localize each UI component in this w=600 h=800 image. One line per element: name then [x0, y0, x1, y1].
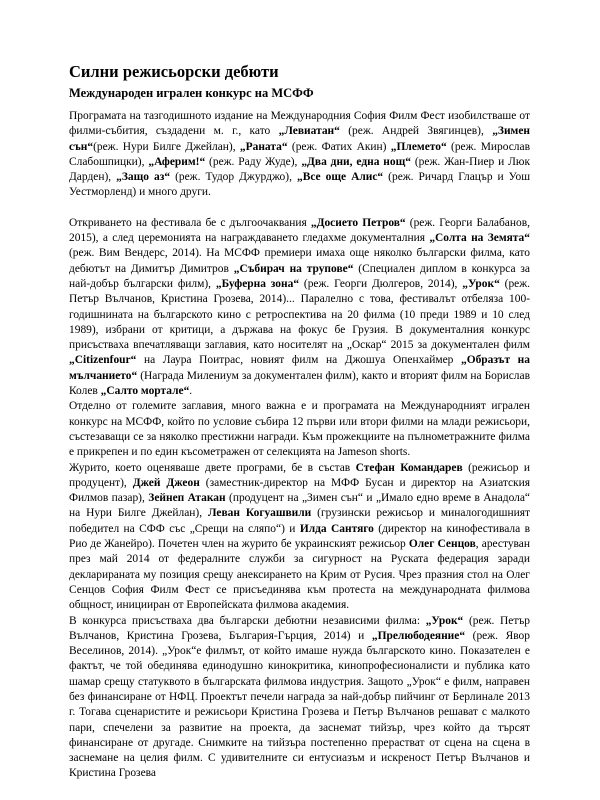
bold-text-run: „Досието Петров“ — [310, 216, 406, 229]
text-run: (реж. Мирослав Слабошпицки), — [69, 140, 530, 168]
text-run: (реж. Петър Вълчанов, Кристина Грозева, България-Гърция, 2014) и — [69, 614, 530, 642]
text-run: Програмата на тазгодишното издание на Международния София Филм Фест изобилстваше от филми-събития, създадени м. г., като — [69, 110, 530, 138]
text-run: . — [189, 385, 193, 398]
bold-text-run: „Солта на Земята“ — [429, 232, 530, 245]
text-run: (реж. Фатих Акин) — [287, 140, 391, 153]
text-run: (реж. Жан-Пиер и Люк Дарден), — [69, 155, 531, 184]
bold-text-run: „Два дни, една нощ“ — [301, 155, 411, 168]
bold-text-run: „Зимен сън“ — [69, 125, 531, 153]
text-run: (реж. Андрей Звягинцев), — [339, 125, 493, 138]
text-run: , арестуван през май 2014 от федералните служби за сигурност на Руската федерация заради декларираната му позиция срещу анексирането на Крим от Русия. Чрез празния стол на Олег Сенцов София Филм Фест се присъединява към протеста на международната филмова общност, иницииран от Европейската филмова академия. — [69, 538, 530, 612]
bold-text-run: „Образът на мълчанието“ — [69, 354, 530, 382]
bold-text-run: Илда Сантяго — [299, 522, 374, 535]
text-run: (продуцент на „Зимен сън“ и „Имало едно време в Анадола“ на Нури Билге Джейлан), — [69, 492, 531, 520]
text-run: (реж. Петър Вълчанов, Кристина Грозева, 2014)... Паралелно с това, фестивалът отбеляза 100-годишнината на българското кино с ретроспектива на 20 филма (10 преди 1989 и 10 след 1989), избрани от критици, а държава на фокус бе Грузия. В документалния конкурс присъстваха впечатляващи заглавия, като носителят на „Оскар“ 2015 за документален филм — [69, 277, 531, 352]
text-run: (реж. Тудор Джурджо), — [170, 171, 297, 184]
bold-text-run: „Левиатан“ — [278, 125, 340, 138]
bold-text-run: „Citizenfour“ — [69, 354, 137, 367]
bold-text-run: Стефан Командарев — [355, 461, 463, 474]
text-run: (реж. Георги Дюлгеров, 2014), — [299, 277, 463, 290]
text-run: (Специален диплом в конкурса за най-добър български филм), — [69, 262, 530, 290]
bold-text-run: Леван Когуашвили — [207, 507, 312, 520]
paragraph-bulgarian-debuts — [69, 614, 530, 782]
text-run: (реж. Вим Вендерс, 2014). На МСФФ премиери имаха още няколко български филма, като дебютът на Димитър Димитров — [69, 247, 530, 275]
text-run: (реж. Георги Балабанов, 2015), а след церемонията на награждаването гледахме документалния — [69, 216, 530, 245]
bold-text-run: Олег Сенцов — [408, 538, 476, 551]
article-title: Силни режисьорски дебюти — [69, 62, 279, 81]
article-subtitle: Международен игрален конкурс на МСФФ — [69, 86, 314, 100]
text-run: Откриването на фестивала бе с дългоочаквания — [69, 216, 311, 229]
text-run: (реж. Явор Веселинов, 2014). „Урок“е филмът, от който имаше нужда българското кино. Показателен е фактът, че той обединява единодушно кинокритика, кинопрофесионалисти и публика като шамар срещу статуквото в българската филмова индустрия. Защото „Урок“ е филм, направен без финансиране от НФЦ. Проектът печели награда за най-добър пийчинг от Берлинале 2013 г. Тогава сценаристите и режисьори Кристина Грозева и Петър Вълчанов решават с малкото пари, спечелени за развитие на проекта, да заснемат тийзър, чрез който да търсят финансиране от другаде. Снимките на тийзъра постепенно прерастват от сцена на сцена в заснемане на целия филм. С удивителните си ентусиазъм и искреност Петър Вълчанов и Кристина Грозева — [69, 629, 530, 780]
bold-text-run: „Все още Алис“ — [296, 171, 384, 184]
text-run: (реж. Ричард Глацър и Уош Уестморленд) и много други. — [69, 171, 531, 199]
text-run: Журито, което оценяваше двете програми, бе в състав — [69, 461, 356, 474]
bold-text-run: „Събирач на трупове“ — [233, 262, 354, 275]
bold-text-run: „Урок“ — [462, 277, 500, 290]
text-run: (заместник-директор на МФФ Бусан и директор на Азиатския Филмов пазар), — [69, 476, 530, 505]
bold-text-run: „Раната“ — [239, 140, 288, 153]
text-run: (грузински режисьор и миналогодишният победител на СФФ със „Срещи на сляпо“) и — [69, 507, 530, 535]
text-run: (реж. Нури Билге Джейлан), — [93, 140, 240, 153]
bold-text-run: „Защо аз“ — [116, 171, 171, 184]
bold-text-run: „Аферим!“ — [148, 155, 206, 168]
paragraph-intro — [69, 109, 530, 201]
bold-text-run: „Прелюбодеяние“ — [371, 629, 466, 642]
paragraph-competition — [69, 399, 530, 460]
text-run: (Награда Милениум за документален филм), както и вторият филм на Борислав Колев — [69, 369, 530, 398]
bold-text-run: „Племето“ — [390, 140, 447, 153]
bold-text-run: Зейнеп Атакан — [148, 492, 226, 505]
paragraph-opening — [69, 216, 530, 400]
bold-text-run: „Салто мортале“ — [100, 385, 190, 398]
text-run: (режисьор и продуцент), — [69, 461, 530, 489]
text-run: на Лаура Поитрас, новият филм на Джошуа Опенхаймер — [136, 354, 461, 367]
text-run: В конкурса присъстваха два български дебютни независими филма: — [69, 614, 426, 627]
bold-text-run: „Урок“ — [425, 614, 464, 627]
text-run: (реж. Раду Жуде), — [205, 155, 302, 168]
text-run: (директор на кинофестивала в Рио де Жанейро). Почетен член на журито бе украинският режисьор — [69, 522, 531, 551]
text-run: Отделно от големите заглавия, много важна е и програмата на Международният игрален конкурс на МСФФ, който по условие събира 12 първи или втори филми на млади режисьори, състезаващи се за няколко престижни награди. Към прожекциите на пълнометражните филма е прикрепен и по един късометражен от селекцията на Jameson shorts. — [69, 400, 530, 459]
bold-text-run: „Буферна зона“ — [215, 277, 300, 290]
bold-text-run: Джей Джеон — [132, 476, 200, 489]
paragraph-jury — [69, 461, 530, 614]
